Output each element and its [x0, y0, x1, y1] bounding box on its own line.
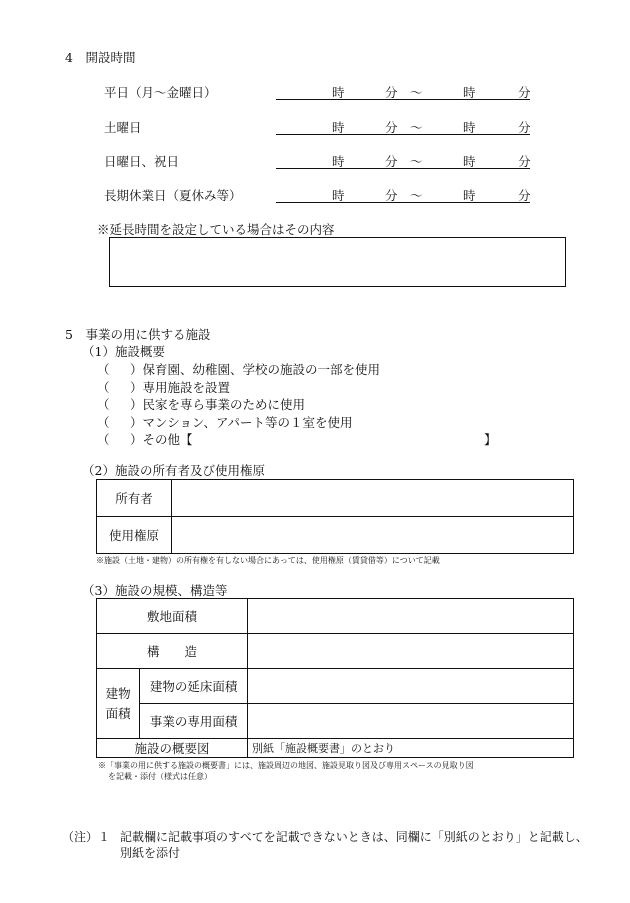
minute-start-label: 分: [385, 120, 398, 135]
building-area-label-line2: 面積: [105, 705, 131, 721]
facility-checkbox-paren[interactable]: （: [97, 397, 110, 412]
facility-option-label: ）マンション、アパート等の１室を使用: [130, 415, 353, 430]
subsection-2-heading: （2）施設の所有者及び使用権原: [82, 463, 265, 478]
hours-underline[interactable]: [276, 99, 530, 100]
minute-end-label: 分: [518, 154, 531, 169]
overview-note-line1: ※「事業の用に供する施設の概要書」には、施設周辺の地図、施設見取り図及び専用スペースの見取り図: [98, 761, 474, 770]
extension-note: ※延長時間を設定している場合はその内容: [97, 222, 335, 237]
owner-value-cell[interactable]: [172, 480, 574, 517]
hour-start-label: 時: [332, 188, 345, 203]
dedicated-area-value-cell[interactable]: [248, 704, 574, 739]
building-area-label-line1: 建物: [105, 685, 131, 701]
usage-right-value-cell[interactable]: [172, 517, 574, 554]
minute-start-label: 分: [385, 85, 398, 100]
minute-start-label: 分: [385, 154, 398, 169]
hours-row-label: 平日（月～金曜日）: [104, 85, 217, 100]
overview-label: 施設の概要図: [97, 739, 248, 758]
owner-table: [96, 479, 574, 554]
hour-end-label: 時: [463, 188, 476, 203]
tilde-separator: ～: [410, 120, 423, 135]
footnote-label: （注）１: [62, 830, 111, 844]
facility-checkbox-paren[interactable]: （: [97, 380, 110, 395]
hour-end-label: 時: [463, 85, 476, 100]
site-area-label: 敷地面積: [97, 599, 248, 634]
hour-end-label: 時: [463, 154, 476, 169]
footnote-line2: 別紙を添付: [120, 846, 181, 860]
facility-checkbox-paren[interactable]: （: [97, 415, 110, 430]
facility-option-label: ）民家を専ら事業のために使用: [130, 397, 306, 412]
minute-end-label: 分: [518, 120, 531, 135]
structure-label: 構 造: [97, 634, 248, 669]
section-4-heading: 4 開設時間: [65, 50, 136, 65]
owner-note: ※施設（土地・建物）の所有権を有しない場合にあっては、使用権原（賃貸借等）について記載: [96, 556, 440, 565]
facility-option-label: ）その他【: [130, 432, 193, 447]
facility-checkbox-paren[interactable]: （: [97, 362, 110, 377]
subsection-1-heading: （1）施設概要: [82, 344, 165, 359]
section-5-heading: 5 事業の用に供する施設: [65, 327, 211, 342]
hours-row-label: 土曜日: [104, 120, 142, 135]
hour-start-label: 時: [332, 85, 345, 100]
dedicated-area-label: 事業の専用面積: [140, 704, 248, 739]
minute-end-label: 分: [518, 85, 531, 100]
hours-underline[interactable]: [276, 202, 530, 203]
hours-underline[interactable]: [276, 134, 530, 135]
minute-start-label: 分: [385, 188, 398, 203]
building-area-label: [97, 669, 140, 739]
floor-area-label: 建物の延床面積: [140, 669, 248, 704]
overview-note-line2: を記載・添付（様式は任意）: [108, 772, 212, 781]
extension-textbox[interactable]: [109, 237, 566, 287]
overview-value: 別紙「施設概要書」のとおり: [248, 739, 574, 758]
hours-row-label: 長期休業日（夏休み等）: [104, 188, 242, 203]
facility-option-label: ）専用施設を設置: [130, 380, 231, 395]
hours-underline[interactable]: [276, 168, 530, 169]
site-area-value-cell[interactable]: [248, 599, 574, 634]
hour-start-label: 時: [332, 120, 345, 135]
tilde-separator: ～: [410, 154, 423, 169]
subsection-3-heading: （3）施設の規模、構造等: [82, 583, 228, 598]
hours-row-label: 日曜日、祝日: [104, 154, 180, 169]
hour-start-label: 時: [332, 154, 345, 169]
scale-table: [96, 598, 574, 758]
tilde-separator: ～: [410, 188, 423, 203]
minute-end-label: 分: [518, 188, 531, 203]
tilde-separator: ～: [410, 85, 423, 100]
other-bracket-close: 】: [484, 432, 497, 447]
owner-label: 所有者: [97, 480, 172, 517]
hour-end-label: 時: [463, 120, 476, 135]
facility-checkbox-paren[interactable]: （: [97, 432, 110, 447]
usage-right-label: 使用権原: [97, 517, 172, 554]
floor-area-value-cell[interactable]: [248, 669, 574, 704]
footnote-line1: 記載欄に記載事項のすべてを記載できないときは、同欄に「別紙のとおり」と記載し、: [120, 830, 588, 844]
facility-option-label: ）保育園、幼稚園、学校の施設の一部を使用: [130, 362, 381, 377]
structure-value-cell[interactable]: [248, 634, 574, 669]
